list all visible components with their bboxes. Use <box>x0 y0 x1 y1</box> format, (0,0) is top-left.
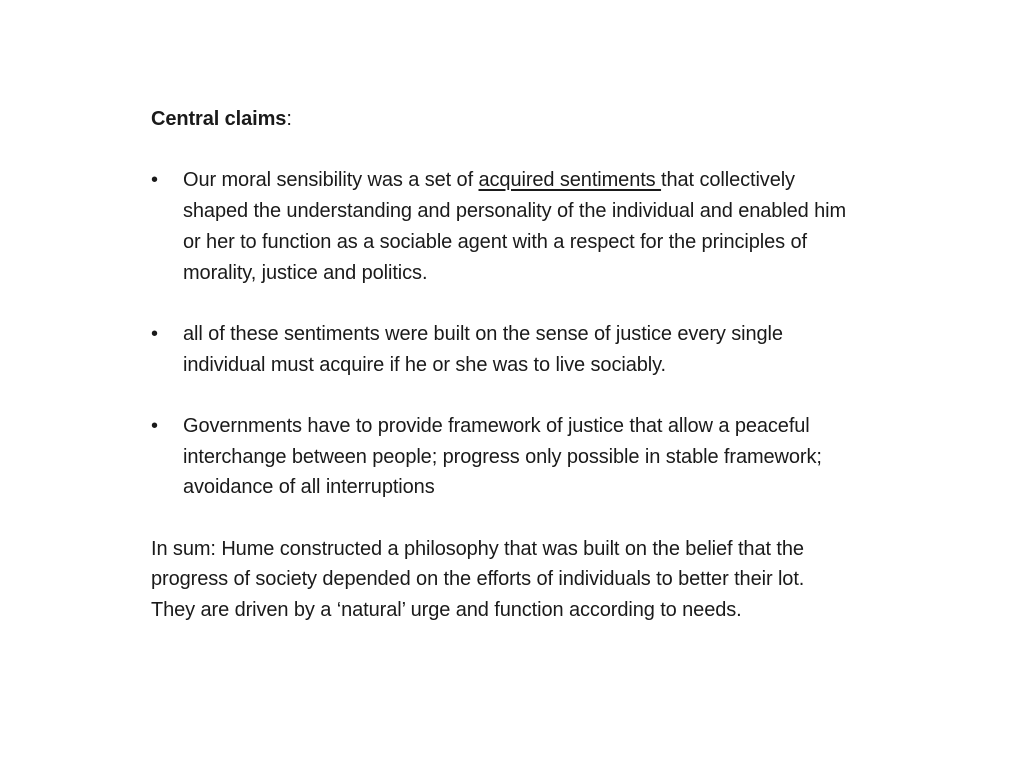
bullet-item-acquired-sentiments <box>151 165 851 288</box>
bullet-text: Governments have to provide framework of justice that allow a peaceful interchange between people; progress only possible in stable framework; avoidance of all interruptions <box>183 414 822 499</box>
spacer <box>151 380 851 411</box>
bullet-icon: • <box>151 169 158 192</box>
bullet-item-governments <box>151 411 851 503</box>
heading-label: Central claims <box>151 108 287 130</box>
spacer <box>151 288 851 319</box>
spacer <box>151 135 851 166</box>
bullet-text: all of these sentiments were built on the sense of justice every single individual must acquire if he or she was to live sociably. <box>183 322 783 376</box>
section-heading <box>151 104 851 135</box>
summary-paragraph: In sum: Hume constructed a philosophy that was built on the belief that the progress of society depended on the efforts of individuals to better their lot. They are driven by a ‘natural’ urge and function according to needs. <box>151 537 805 622</box>
bullet-item-sense-of-justice <box>151 319 851 380</box>
underlined-term: acquired sentiments <box>478 169 662 192</box>
bullet-text-post: that collectively shaped the understanding and personality of the individual and enabled him or her to function as a sociable agent with a respect for the principles of morality, justice and politics. <box>183 169 847 284</box>
slide-content <box>151 104 851 626</box>
bullet-text-pre: Our moral sensibility was a set of <box>183 169 479 192</box>
bullet-icon: • <box>151 322 158 345</box>
spacer <box>151 503 851 534</box>
bullet-icon: • <box>151 414 158 437</box>
heading-colon: : <box>286 108 292 130</box>
